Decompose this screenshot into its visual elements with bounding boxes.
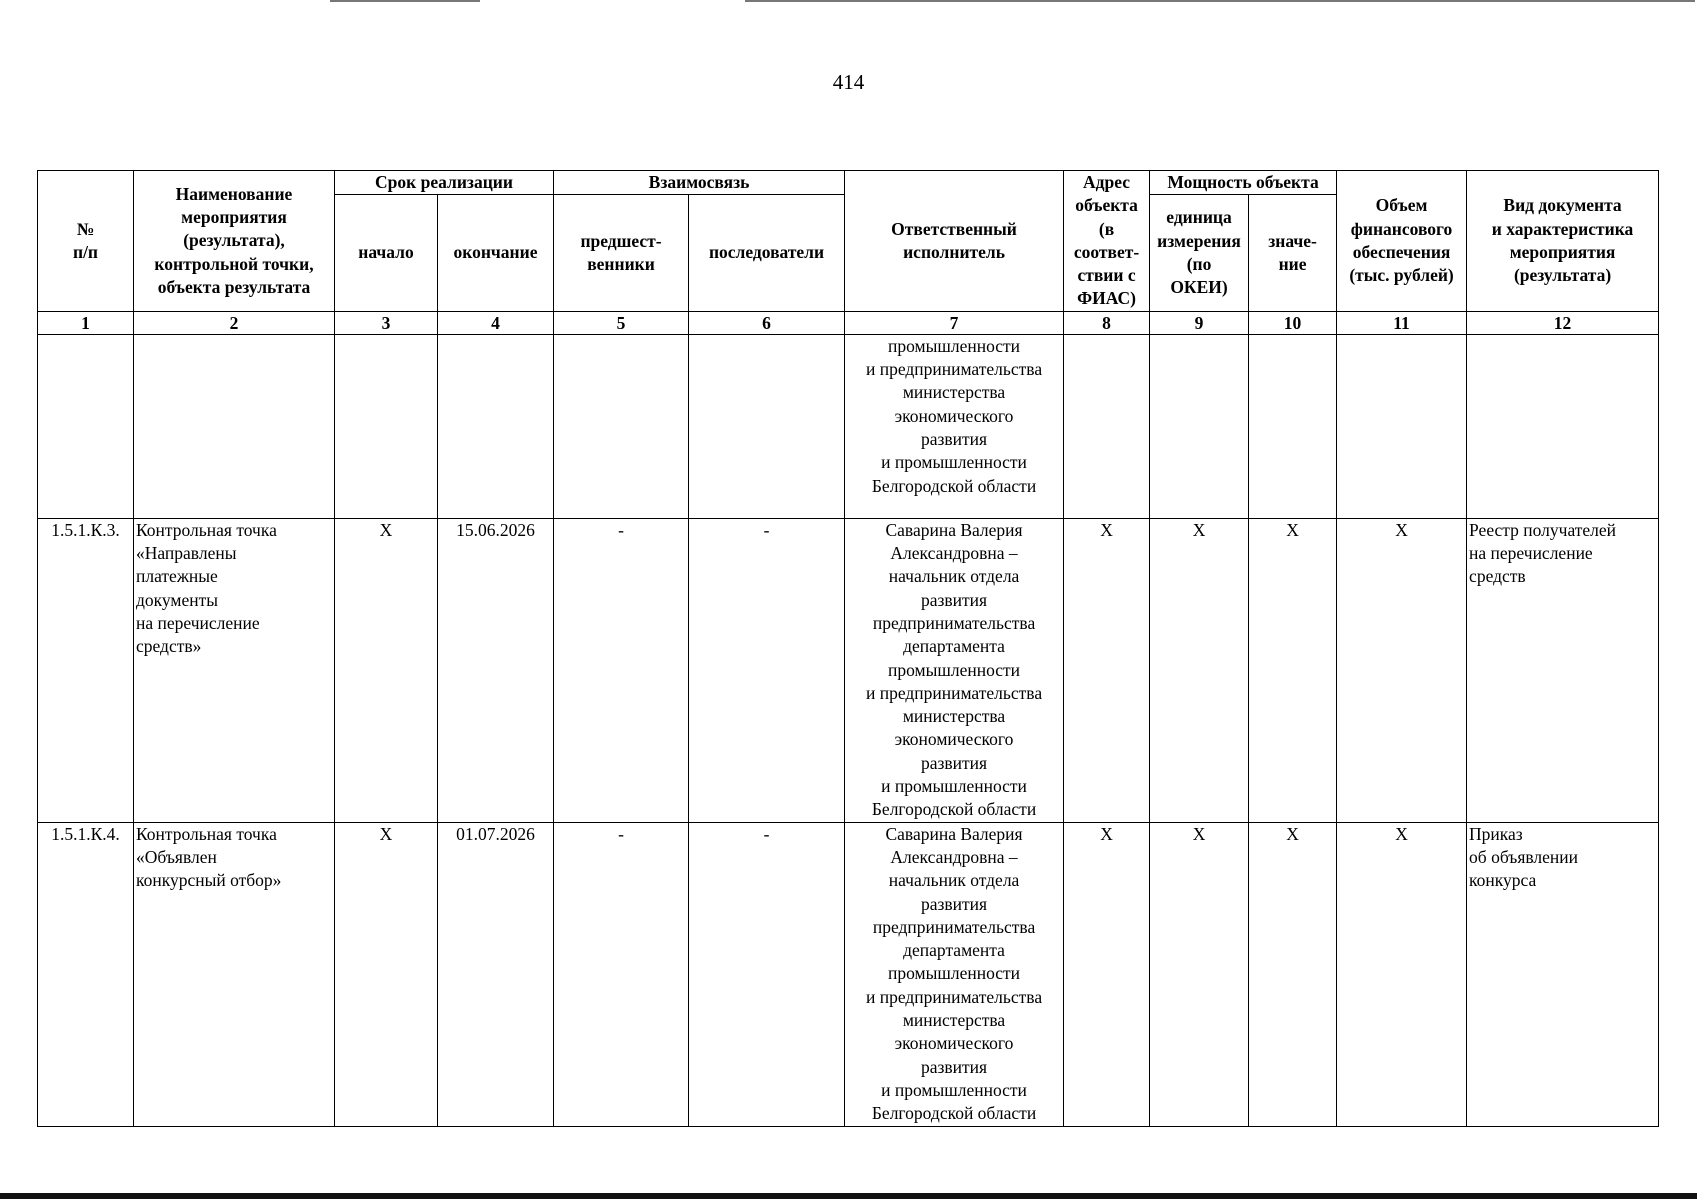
cell-num: 1.5.1.К.4. <box>38 822 134 1126</box>
cell-unit: X <box>1150 518 1249 822</box>
header-num: № п/п <box>38 171 134 312</box>
cell-start: X <box>335 822 438 1126</box>
header-term-group: Срок реализации <box>335 171 554 195</box>
column-number: 6 <box>689 311 845 334</box>
empty-cell <box>689 334 845 518</box>
empty-cell <box>38 334 134 518</box>
cell-doc: Реестр получателей на перечисление средств <box>1467 518 1659 822</box>
header-link-group: Взаимосвязь <box>554 171 845 195</box>
header-row-1 <box>38 171 1659 195</box>
empty-cell <box>1064 334 1150 518</box>
cell-value: X <box>1249 822 1337 1126</box>
empty-cell <box>1337 334 1467 518</box>
table-row <box>38 518 1659 822</box>
header-unit: единица измерения (по ОКЕИ) <box>1150 195 1249 311</box>
column-number: 7 <box>845 311 1064 334</box>
empty-cell <box>1249 334 1337 518</box>
cell-predecessors: - <box>554 518 689 822</box>
header-end: окончание <box>438 195 554 311</box>
cell-responsible: Саварина Валерия Александровна – начальник отдела развития предпринимательства департамента промышленности и предпринимательства министерства экономического развития и промышленности Белгородской области <box>845 518 1064 822</box>
empty-cell <box>1150 334 1249 518</box>
top-rule-left <box>330 0 480 2</box>
cell-end: 01.07.2026 <box>438 822 554 1126</box>
header-name: Наименование мероприятия (результата), контрольной точки, объекта результата <box>134 171 335 312</box>
header-capacity-group: Мощность объекта <box>1150 171 1337 195</box>
events-table <box>37 170 1659 1127</box>
top-rule-right <box>745 0 1695 2</box>
page-number: 414 <box>832 70 865 94</box>
cell-num: 1.5.1.К.3. <box>38 518 134 822</box>
continuation-row <box>38 334 1659 518</box>
column-number: 3 <box>335 311 438 334</box>
empty-cell <box>134 334 335 518</box>
column-number: 12 <box>1467 311 1659 334</box>
empty-cell <box>335 334 438 518</box>
empty-cell <box>1467 334 1659 518</box>
cell-value: X <box>1249 518 1337 822</box>
column-number: 8 <box>1064 311 1150 334</box>
header-responsible: Ответственный исполнитель <box>845 171 1064 312</box>
header-start: начало <box>335 195 438 311</box>
cell-predecessors: - <box>554 822 689 1126</box>
table-row <box>38 822 1659 1126</box>
cell-responsible: Саварина Валерия Александровна – начальник отдела развития предпринимательства департамента промышленности и предпринимательства министерства экономического развития и промышленности Белгородской области <box>845 822 1064 1126</box>
cell-end: 15.06.2026 <box>438 518 554 822</box>
cell-unit: X <box>1150 822 1249 1126</box>
bottom-rule <box>0 1193 1697 1199</box>
column-number-row <box>38 311 1659 334</box>
column-number: 5 <box>554 311 689 334</box>
cell-finance: X <box>1337 822 1467 1126</box>
column-number: 2 <box>134 311 335 334</box>
cell-name: Контрольная точка «Направлены платежные документы на перечисление средств» <box>134 518 335 822</box>
column-number: 9 <box>1150 311 1249 334</box>
column-number: 4 <box>438 311 554 334</box>
header-successors: последователи <box>689 195 845 311</box>
cell-start: X <box>335 518 438 822</box>
column-number: 11 <box>1337 311 1467 334</box>
empty-cell <box>438 334 554 518</box>
cell-successors: - <box>689 518 845 822</box>
column-number: 1 <box>38 311 134 334</box>
header-predecessors: предшест- венники <box>554 195 689 311</box>
header-address: Адрес объекта (в соответ- ствии с ФИАС) <box>1064 171 1150 312</box>
cell-responsible: промышленности и предпринимательства министерства экономического развития и промышленности Белгородской области <box>845 334 1064 518</box>
column-number: 10 <box>1249 311 1337 334</box>
cell-doc: Приказ об объявлении конкурса <box>1467 822 1659 1126</box>
header-value: значе- ние <box>1249 195 1337 311</box>
cell-address: X <box>1064 518 1150 822</box>
header-doc: Вид документа и характеристика мероприятия (результата) <box>1467 171 1659 312</box>
cell-successors: - <box>689 822 845 1126</box>
header-finance: Объем финансового обеспечения (тыс. рублей) <box>1337 171 1467 312</box>
cell-address: X <box>1064 822 1150 1126</box>
cell-finance: X <box>1337 518 1467 822</box>
cell-name: Контрольная точка «Объявлен конкурсный отбор» <box>134 822 335 1126</box>
empty-cell <box>554 334 689 518</box>
